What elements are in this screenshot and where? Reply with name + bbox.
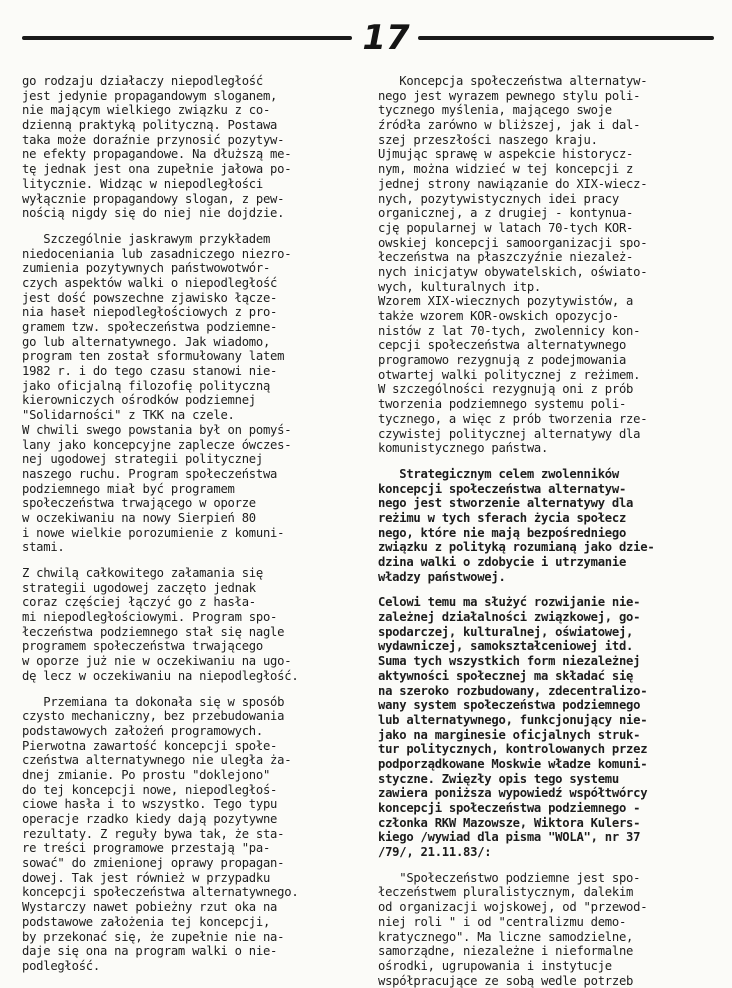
- text-line: taka może doraźnie przynosić pozytyw-: [22, 132, 285, 147]
- text-line: lany jako koncepcyjne zaplecze ówczes-: [22, 437, 292, 452]
- text-line: podstawowych założeń programowych.: [22, 723, 263, 738]
- text-line: i nowe wielkie porozumienie z komuni-: [22, 525, 285, 540]
- text-line: Wystarczy nawet pobieżny rzut oka na: [22, 900, 278, 915]
- text-line: programem społeczeństwa trwającego: [22, 639, 263, 654]
- text-line: jednej strony nawiązanie do XIX-wiecz-: [378, 176, 648, 191]
- text-line: go rodzaju działaczy niepodległość: [22, 74, 263, 88]
- text-line: W szczególności rezygnują oni z prób: [378, 382, 634, 397]
- text-line: tworzenia podziemnego systemu poli-: [378, 397, 627, 412]
- text-line: wyłącznie propagandowy slogan, z pew-: [22, 191, 285, 206]
- text-line: łeczeństwem pluralistycznym, dalekim: [378, 885, 634, 900]
- paragraph: [378, 595, 712, 859]
- text-line: jest dość powszechne zjawisko łącze-: [22, 290, 278, 305]
- text-line: jest jedynie propagandowym sloganem,: [22, 88, 278, 103]
- text-line: czysto mechaniczny, bez przebudowania: [22, 709, 285, 724]
- text-line: nistów z lat 70-tych, zwolennicy kon-: [378, 323, 641, 338]
- text-line: ośrodki, ugrupowania i instytucje: [378, 958, 612, 973]
- text-line: nego jest wyrazem pewnego stylu poli-: [378, 88, 641, 103]
- paragraph: [22, 566, 362, 684]
- paragraph: [22, 695, 362, 974]
- text-line: nego, które nie mają bezpośredniego: [378, 525, 627, 540]
- text-line: nego jest stworzenie alternatywy dla: [378, 496, 634, 511]
- paragraph: [378, 467, 712, 585]
- paragraph: [378, 74, 712, 456]
- text-line: Szczególnie jaskrawym przykładem: [22, 231, 271, 246]
- text-line: organicznej, a z drugiej - kontynua-: [378, 206, 634, 221]
- text-line: podziemnego miał być programem: [22, 481, 235, 496]
- text-line: współpracujące ze sobą wedle potrzeb: [378, 973, 634, 988]
- text-line: re treści programowe przestają "pa-: [22, 841, 271, 856]
- text-line: podporządkowane Moskwie władze komuni-: [378, 756, 648, 771]
- text-line: niedoceniania lub zasadniczego niezro-: [22, 246, 292, 261]
- text-line: Koncepcja społeczeństwa alternatyw-: [378, 74, 648, 88]
- text-line: naszego ruchu. Program społeczeństwa: [22, 466, 278, 481]
- text-line: Pierwotna zawartość koncepcji społe-: [22, 738, 278, 753]
- text-line: tur politycznych, kontrolowanych przez: [378, 742, 648, 757]
- paragraph-gap: [378, 584, 712, 595]
- text-line: łeczeństwa podziemnego stał się nagle: [22, 624, 285, 639]
- text-line: strategii ugodowej zaczęto jednak: [22, 580, 256, 595]
- text-line: łeczeństwa na płaszczyźnie niezależ-: [378, 250, 634, 265]
- text-line: Suma tych wszystkich form niezależnej: [378, 654, 641, 669]
- paragraph-gap: [22, 221, 362, 232]
- text-line: by przekonać się, że zupełnie nie na-: [22, 929, 285, 944]
- text-line: ciowe hasła i to wszystko. Tego typu: [22, 797, 278, 812]
- text-line: reżimu w tych sferach życia społecz: [378, 510, 627, 525]
- text-line: operacje rzadko kiedy dają pozytywne: [22, 812, 278, 826]
- text-line: nia haseł niepodległościowych z pro-: [22, 305, 278, 320]
- text-line: sować" do zmienionej oprawy propagan-: [22, 856, 285, 871]
- text-line: cję popularnej w latach 70-tych KOR-: [378, 220, 634, 235]
- text-line: do tej koncepcji nowe, niepodległoś-: [22, 782, 278, 797]
- text-line: gramem tzw. społeczeństwa podziemne-: [22, 320, 278, 334]
- text-line: wydawniczej, samokształceniowej itd.: [378, 639, 634, 654]
- text-line: Wzorem XIX-wiecznych pozytywistów, a: [378, 294, 634, 309]
- text-line: zawiera poniższa wypowiedź współtwórcy: [378, 786, 648, 801]
- text-line: litycznie. Widząc w niepodległości: [22, 176, 263, 191]
- text-line: stami.: [22, 540, 65, 555]
- text-line: kiego /wywiad dla pisma "WOLA", nr 37: [378, 830, 641, 845]
- text-line: jako oficjalną filozofię polityczną: [22, 378, 271, 393]
- text-line: lub alternatywnego, funkcjonujący nie-: [378, 712, 648, 727]
- text-line: programowo rezygnują z podejmowania: [378, 353, 627, 368]
- paragraph-gap: [22, 555, 362, 566]
- text-line: czych aspektów walki o niepodległość: [22, 275, 278, 290]
- text-line: Ujmując sprawę w aspekcie historycz-: [378, 147, 634, 162]
- left-column: [22, 74, 362, 974]
- text-line: Celowi temu ma służyć rozwijanie nie-: [378, 595, 641, 610]
- text-line: dę lecz w oczekiwaniu na niepodległość.: [22, 668, 299, 683]
- text-line: samorządne, niezależne i nieformalne: [378, 944, 634, 959]
- text-line: koncepcji społeczeństwa alternatywnego.: [22, 885, 299, 900]
- text-line: ne efekty propagandowe. Na dłuższą me-: [22, 147, 292, 162]
- text-line: kierowniczych ośrodków podziemnej: [22, 393, 256, 408]
- text-line: czeństwa alternatywnego nie uległa ża-: [22, 753, 292, 768]
- text-line: spodarczej, kulturalnej, oświatowej,: [378, 624, 634, 639]
- text-line: dnej zmianie. Po prostu "doklejono": [22, 767, 271, 782]
- text-line: Przemiana ta dokonała się w sposób: [22, 694, 285, 709]
- text-line: aktywności społecznej ma składać się: [378, 668, 634, 683]
- right-column: [378, 74, 712, 988]
- text-line: członka RKW Mazowsze, Wiktora Kulers-: [378, 815, 641, 830]
- text-line: dowej. Tak jest również w przypadku: [22, 870, 271, 885]
- text-line: "Społeczeństwo podziemne jest spo-: [378, 870, 641, 885]
- text-line: w oporze już nie w oczekiwaniu na ugo-: [22, 654, 292, 669]
- text-line: związku z polityką rozumianą jako dzie-: [378, 540, 655, 555]
- text-line: tę jednak jest ona zupełnie jałowa po-: [22, 162, 292, 177]
- page-number: 17: [362, 18, 410, 58]
- text-line: W chwili swego powstania był on pomyś-: [22, 422, 292, 437]
- text-line: "Solidarności" z TKK na czele.: [22, 408, 235, 423]
- paragraph: [378, 871, 712, 988]
- text-line: rezultaty. Z reguły bywa tak, że sta-: [22, 826, 285, 841]
- text-line: tycznego myślenia, mającego swoje: [378, 103, 612, 118]
- text-line: Z chwilą całkowitego załamania się: [22, 566, 263, 580]
- text-line: komunistycznego państwa.: [378, 441, 549, 456]
- text-line: wany system społeczeństwa podziemnego: [378, 698, 641, 713]
- text-line: także wzorem KOR-owskich opozycjo-: [378, 309, 619, 323]
- text-line: nością nigdy się do niej nie dojdzie.: [22, 206, 285, 221]
- text-line: cepcji społeczeństwa alternatywnego: [378, 338, 627, 353]
- text-line: źródła zarówno w bliższej, jak i dal-: [378, 118, 641, 133]
- text-line: nie mającym wielkiego związku z co-: [22, 103, 271, 118]
- text-line: nych inicjatyw obywatelskich, oświato-: [378, 264, 648, 279]
- text-line: na szeroko rozbudowany, zdecentralizo-: [378, 683, 648, 698]
- text-line: nym, można widzieć w tej koncepcji z: [378, 162, 634, 177]
- text-line: władzy państwowej.: [378, 569, 506, 584]
- text-line: owskiej koncepcji samoorganizacji spo-: [378, 235, 648, 250]
- paragraph-gap: [378, 456, 712, 467]
- text-line: mi niepodległościowymi. Program spo-: [22, 610, 278, 625]
- paragraph-gap: [22, 684, 362, 695]
- header-rule-right: [418, 36, 714, 40]
- text-line: społeczeństwa trwającego w oporze: [22, 496, 256, 511]
- text-line: Strategicznym celem zwolenników: [378, 466, 619, 481]
- text-line: 1982 r. i do tego czasu stanowi nie-: [22, 364, 278, 379]
- text-line: wych, kulturalnych itp.: [378, 279, 542, 294]
- text-line: nych, pozytywistycznych idei pracy: [378, 191, 619, 206]
- text-line: otwartej walki politycznej z reżimem.: [378, 367, 641, 382]
- page-header: [0, 16, 732, 60]
- text-line: w oczekiwaniu na nowy Sierpień 80: [22, 510, 256, 525]
- paragraph: [22, 74, 362, 221]
- text-line: dzina walki o zdobycie i utrzymanie: [378, 555, 627, 569]
- text-line: kratycznego". Ma liczne samodzielne,: [378, 929, 634, 944]
- paragraph-gap: [378, 860, 712, 871]
- text-line: zależnej działalności związkowej, go-: [378, 610, 641, 625]
- text-line: koncepcji społeczeństwa alternatyw-: [378, 481, 627, 496]
- text-line: tycznego, a więc z prób tworzenia rze-: [378, 411, 648, 426]
- text-line: daje się ona na program walki o nie-: [22, 944, 278, 959]
- text-line: jako na marginesie oficjalnych struk-: [378, 727, 641, 742]
- text-line: czywistej politycznej alternatywy dla: [378, 426, 641, 441]
- text-line: podległość.: [22, 958, 100, 973]
- text-line: go lub alternatywnego. Jak wiadomo,: [22, 334, 271, 349]
- text-line: nej ugodowej strategii politycznej: [22, 452, 263, 467]
- text-line: podstawowe założenia tej koncepcji,: [22, 914, 271, 929]
- text-line: od organizacji wojskowej, od "przewod-: [378, 900, 648, 915]
- text-line: /79/, 21.11.83/:: [378, 845, 492, 860]
- paragraph: [22, 232, 362, 555]
- text-line: niej roli " i od "centralizmu demo-: [378, 914, 627, 929]
- header-rule-left: [22, 36, 352, 40]
- text-line: zumienia pozytywnych państwowotwór-: [22, 261, 271, 276]
- text-line: koncepcji społeczeństwa podziemnego -: [378, 801, 641, 815]
- text-line: dzienną praktyką polityczną. Postawa: [22, 118, 278, 133]
- text-line: coraz częściej łączyć go z hasła-: [22, 595, 256, 610]
- text-line: styczne. Zwięzły opis tego systemu: [378, 771, 619, 786]
- text-line: szej przeszłości naszego kraju.: [378, 132, 598, 147]
- text-line: program ten został sformułowany latem: [22, 349, 285, 364]
